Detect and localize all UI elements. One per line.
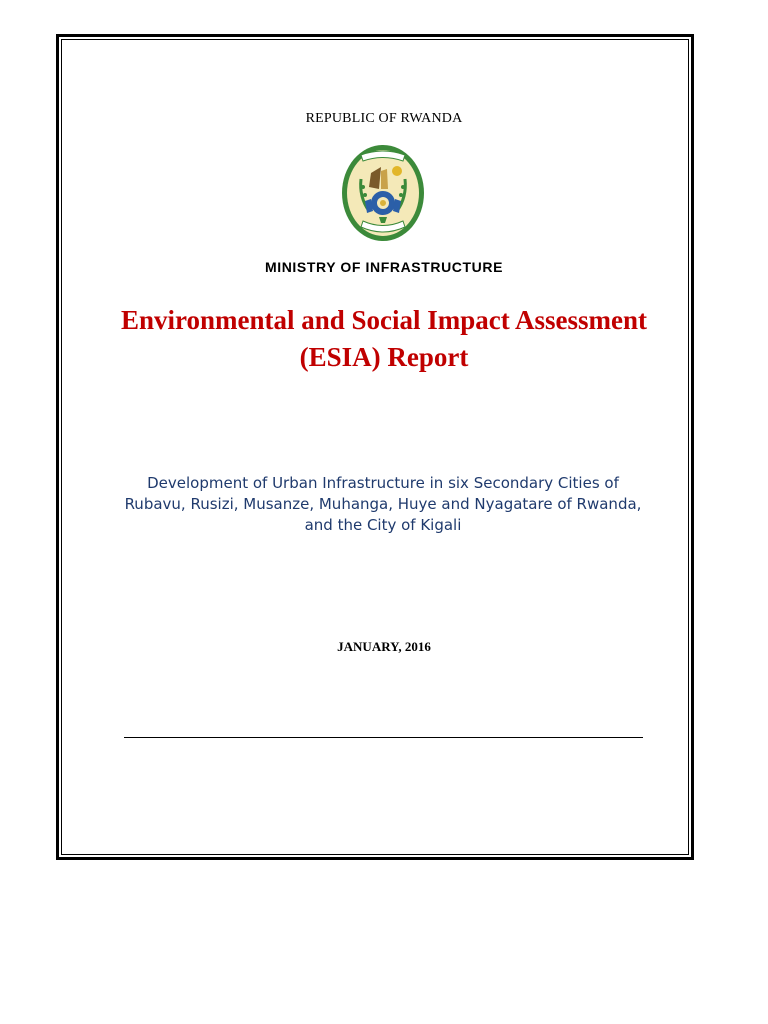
report-title-line-2: (ESIA) Report bbox=[299, 342, 469, 372]
ministry-heading: MINISTRY OF INFRASTRUCTURE bbox=[264, 259, 504, 275]
coat-of-arms-icon bbox=[339, 141, 427, 245]
report-date: JANUARY, 2016 bbox=[337, 639, 431, 654]
report-subtitle-line-2: Rubavu, Rusizi, Musanze, Muhanga, Huye and Nyagatare of Rwanda, bbox=[124, 495, 642, 513]
report-title-line-1: Environmental and Social Impact Assessment bbox=[120, 305, 648, 335]
country-heading: REPUBLIC OF RWANDA bbox=[305, 111, 463, 126]
report-title bbox=[0, 302, 768, 376]
horizontal-rule bbox=[124, 737, 643, 738]
report-subtitle-line-3: and the City of Kigali bbox=[304, 516, 462, 534]
report-subtitle-line-1: Development of Urban Infrastructure in six Secondary Cities of bbox=[147, 474, 619, 492]
report-subtitle bbox=[90, 473, 676, 536]
